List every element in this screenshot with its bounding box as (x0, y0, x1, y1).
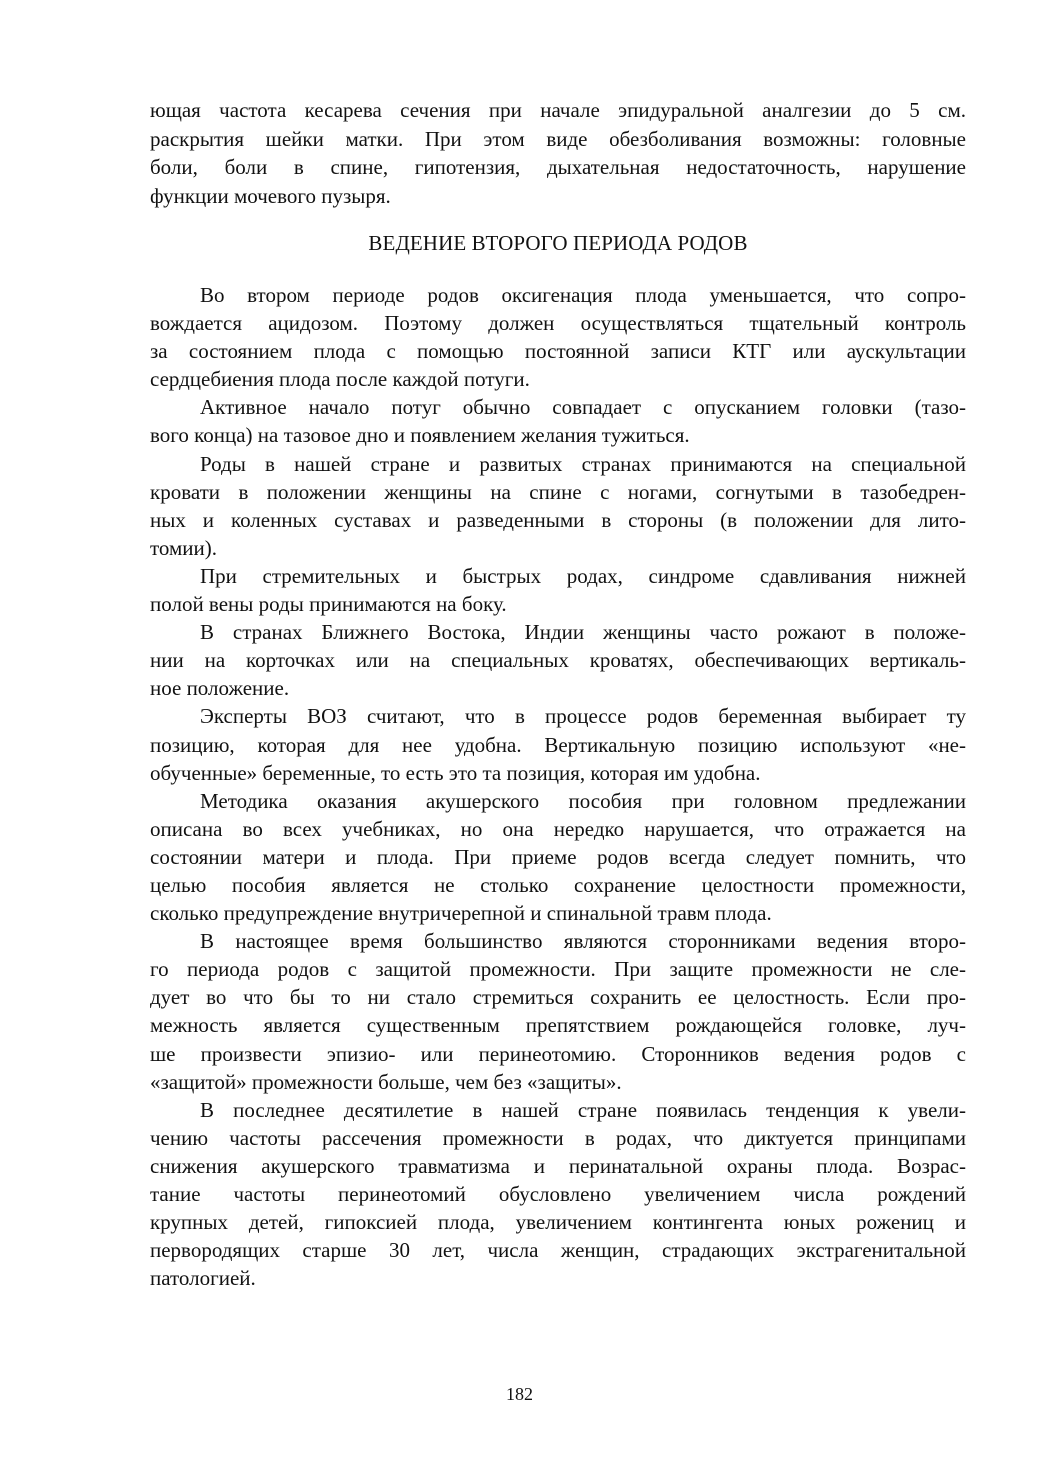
text-line: за состоянием плода с помощью постоянной записи КТГ или аускультации (150, 339, 966, 364)
text-line: «защитой» промежности больше, чем без «защиты». (150, 1069, 622, 1094)
text-line: томии). (150, 535, 218, 560)
text-line: описана во всех учебниках, но она нередко нарушается, что отражается на (150, 816, 966, 841)
paragraph (150, 618, 966, 702)
paragraph (150, 1096, 966, 1293)
text-line: состоянии матери и плода. При приеме родов всегда следует помнить, что (150, 844, 966, 869)
text-line: ющая частота кесарева сечения при начале эпидуральной аналгезии до 5 см. (150, 98, 966, 122)
text-line: Методика оказания акушерского пособия при головном предлежании (200, 788, 966, 813)
text-line: раскрытия шейки матки. При этом виде обезболивания возможны: головные (150, 126, 966, 151)
text-line: кровати в положении женщины на спине с ногами, согнутыми в тазобедрен- (150, 479, 966, 504)
body-text (150, 281, 966, 1292)
text-line: вождается ацидозом. Поэтому должен осуществляться тщательный контроль (150, 311, 966, 336)
paragraph (150, 562, 966, 618)
page-body (150, 96, 966, 1292)
paragraph (150, 927, 966, 1096)
text-line: дует во что бы то ни стало стремиться сохранить ее целостность. Если про- (150, 985, 966, 1010)
text-line: ше произвести эпизио- или перинеотомию. Сторонников ведения родов с (150, 1041, 966, 1066)
text-line: сколько предупреждение внутричерепной и спинальной травм плода. (150, 901, 772, 926)
paragraph (150, 702, 966, 786)
text-line: снижения акушерского травматизма и перинатальной охраны плода. Возрас- (150, 1153, 966, 1178)
text-line: боли, боли в спине, гипотензия, дыхательная недостаточность, нарушение (150, 155, 966, 179)
paragraph (150, 450, 966, 562)
text-line: обученные» беременные, то есть это та позиция, которая им удобна. (150, 760, 761, 785)
text-line: целью пособия является не столько сохранение целостности промежности, (150, 872, 966, 897)
lead-paragraph (150, 96, 966, 210)
text-line: межность является существенным препятствием рождающейся головке, луч- (150, 1013, 966, 1038)
text-line: В настоящее время большинство являются сторонниками ведения второ- (200, 929, 966, 954)
section-heading: ВЕДЕНИЕ ВТОРОГО ПЕРИОДА РОДОВ (368, 231, 748, 255)
text-line: В странах Ближнего Востока, Индии женщины часто рожают в положе- (200, 620, 966, 645)
text-line: В последнее десятилетие в нашей стране появилась тенденция к увели- (200, 1097, 966, 1122)
text-line: тание частоты перинеотомий обусловлено увеличением числа рождений (150, 1182, 966, 1206)
text-line: крупных детей, гипоксией плода, увеличением контингента юных рожениц и (150, 1210, 966, 1235)
text-line: ных и коленных суставах и разведенными в стороны (в положении для лито- (150, 507, 966, 532)
text-line: полой вены роды принимаются на боку. (150, 592, 507, 617)
page-number: 182 (506, 1384, 533, 1404)
text-line: чению частоты рассечения промежности в родах, что диктуется принципами (150, 1125, 966, 1150)
text-line: функции мочевого пузыря. (150, 183, 391, 208)
text-line: сердцебиения плода после каждой потуги. (150, 367, 530, 392)
text-line: Роды в нашей стране и развитых странах принимаются на специальной (200, 451, 966, 476)
paragraph (150, 787, 966, 927)
text-line: патологией. (150, 1266, 256, 1291)
text-line: го периода родов с защитой промежности. При защите промежности не сле- (150, 957, 966, 982)
text-line: вого конца) на тазовое дно и появлением желания тужиться. (150, 423, 690, 448)
text-line: При стремительных и быстрых родах, синдроме сдавливания нижней (200, 563, 966, 588)
text-line: Эксперты ВОЗ считают, что в процессе родов беременная выбирает ту (200, 704, 966, 729)
paragraph (150, 281, 966, 393)
text-line: ное положение. (150, 676, 290, 701)
text-line: первородящих старше 30 лет, числа женщин, страдающих экстрагенитальной (150, 1238, 966, 1263)
text-line: Активное начало потуг обычно совпадает с опусканием головки (тазо- (200, 395, 966, 420)
text-line: нии на корточках или на специальных кроватях, обеспечивающих вертикаль- (150, 648, 966, 673)
text-line: позицию, которая для нее удобна. Вертикальную позицию используют «не- (150, 732, 966, 757)
text-line: Во втором периоде родов оксигенация плода уменьшается, что сопро- (200, 283, 966, 307)
paragraph (150, 393, 966, 449)
